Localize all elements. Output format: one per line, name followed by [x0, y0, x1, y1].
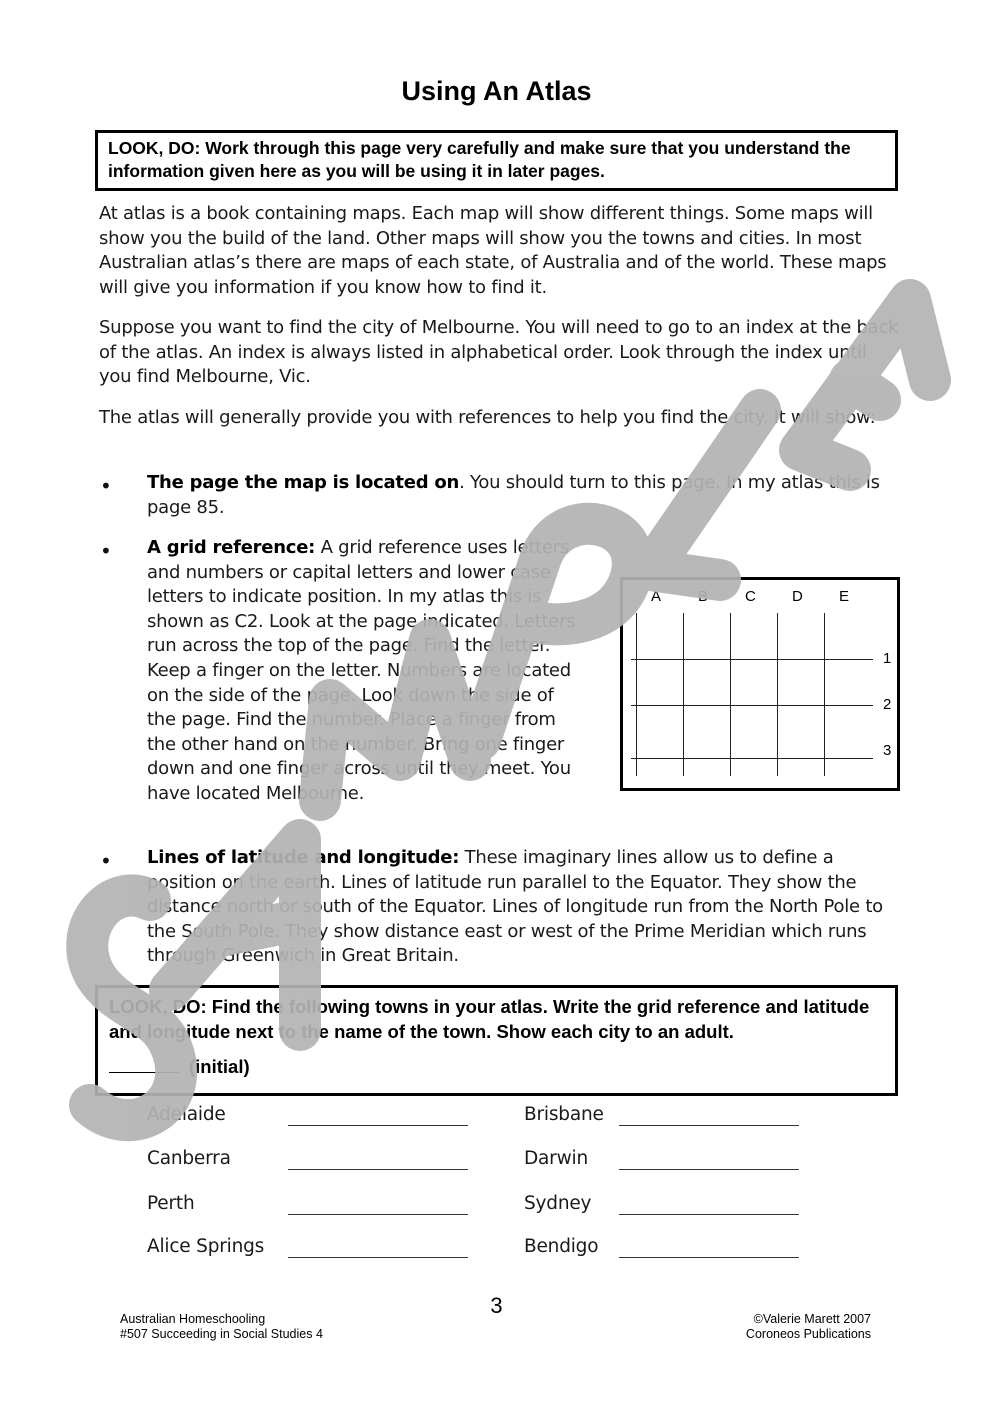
bullet-latitude-longitude-body: These imaginary lines allow us to define a position on the earth. Lines of latitude run parallel to the Equator. They show the distance north or south of the Equator. Lines of longitude run from the North Pole to the South Pole. They show distance east or west of the Prime Meridian which runs through Greenwich in Great Britain. — [147, 847, 883, 967]
answer-blank[interactable] — [619, 1214, 799, 1215]
grid-column-label: C — [745, 588, 756, 605]
town-name: Alice Springs — [147, 1236, 265, 1257]
bullet-page-location-heading: The page the map is located on — [147, 472, 460, 493]
town-name: Adelaide — [147, 1104, 226, 1125]
answer-blank[interactable] — [288, 1125, 468, 1126]
town-name: Darwin — [524, 1148, 588, 1169]
initial-label: (initial) — [189, 1056, 250, 1077]
initial-row — [109, 1056, 884, 1078]
grid-line — [777, 613, 778, 776]
grid-line — [631, 705, 873, 706]
page-title: Using An Atlas — [401, 76, 592, 106]
bullet-page-location-body: . You should turn to this page. In my atlas this is page 85. — [147, 472, 880, 518]
footer-left — [120, 1312, 323, 1342]
grid-line — [824, 613, 825, 776]
initial-blank[interactable] — [109, 1072, 179, 1073]
grid-column-label: B — [698, 588, 709, 605]
answer-blank[interactable] — [619, 1125, 799, 1126]
town-name: Perth — [147, 1193, 195, 1214]
grid-reference-diagram — [620, 577, 900, 791]
bullet-symbol: • — [100, 539, 112, 563]
bullet-page-location — [147, 471, 892, 520]
grid-row-label: 2 — [883, 696, 892, 713]
town-name: Canberra — [147, 1148, 231, 1169]
bullet-grid-reference — [147, 536, 587, 807]
grid-line — [683, 613, 684, 776]
instruction-text-bottom: LOOK, DO: Find the following towns in your atlas. Write the grid reference and latitude and longitude next to the name of the town. Show each city to an adult. — [109, 996, 870, 1042]
answer-blank[interactable] — [619, 1169, 799, 1170]
grid-column-label: A — [651, 588, 662, 605]
bullet-grid-reference-heading: A grid reference: — [147, 537, 316, 558]
instruction-box-bottom — [95, 985, 898, 1096]
grid-row-label: 1 — [883, 650, 892, 667]
town-name: Bendigo — [524, 1236, 599, 1257]
paragraph-index: Suppose you want to find the city of Melbourne. You will need to go to an index at the back of the atlas. An index is always listed in alphabetical order. Look through the index until you find Melbourne, Vic. — [99, 317, 899, 388]
grid-column-label: D — [792, 588, 803, 605]
paragraph-intro: At atlas is a book containing maps. Each map will show different things. Some maps will show you the build of the land. Other maps will show you the towns and cities. In most Australian atlas’s there are maps of each state, of Australia and of the world. These maps will give you information if you know how to find it. — [99, 203, 887, 298]
footer-right — [746, 1312, 871, 1342]
paragraph-references: The atlas will generally provide you with references to help you find the city. It will show: — [99, 407, 876, 428]
grid-line — [631, 758, 873, 759]
page-number: 3 — [490, 1293, 503, 1318]
town-name: Sydney — [524, 1193, 592, 1214]
grid-row-label: 3 — [883, 742, 892, 759]
footer-book-line: #507 Succeeding in Social Studies 4 — [120, 1327, 323, 1341]
grid-line — [631, 659, 873, 660]
footer-publisher-line: Australian Homeschooling — [120, 1312, 266, 1326]
grid-line — [636, 613, 637, 776]
footer-company-line: Coroneos Publications — [745, 1327, 871, 1341]
answer-blank[interactable] — [288, 1214, 468, 1215]
bullet-symbol: • — [100, 474, 112, 498]
instruction-box-top — [95, 130, 898, 191]
bullet-symbol: • — [100, 849, 112, 873]
town-name: Brisbane — [524, 1104, 604, 1125]
bullet-grid-reference-body: A grid reference uses letters and numbers or capital letters and lower case letters to indicate position. In my atlas this is shown as C2. Look at the page indicated. Letters run across the top of the page. Find the letter. Keep a finger on the letter. Numbers are located on the side of the page. Look down the side of the page. Find the number. Place a finger from the other hand on the number. Bring one finger down and one finger across until they meet. You have located Melbourne. — [147, 537, 576, 804]
footer-copyright-line: ©Valerie Marett 2007 — [753, 1312, 871, 1326]
answer-blank[interactable] — [288, 1169, 468, 1170]
answer-blank[interactable] — [619, 1257, 799, 1258]
answer-blank[interactable] — [288, 1257, 468, 1258]
instruction-text-top: LOOK, DO: Work through this page very carefully and make sure that you understand the information given here as you will be using it in later pages. — [108, 138, 851, 181]
bullet-latitude-longitude — [147, 846, 895, 969]
bullet-latitude-longitude-heading: Lines of latitude and longitude: — [147, 847, 460, 868]
grid-column-label: E — [839, 588, 850, 605]
grid-line — [730, 613, 731, 776]
